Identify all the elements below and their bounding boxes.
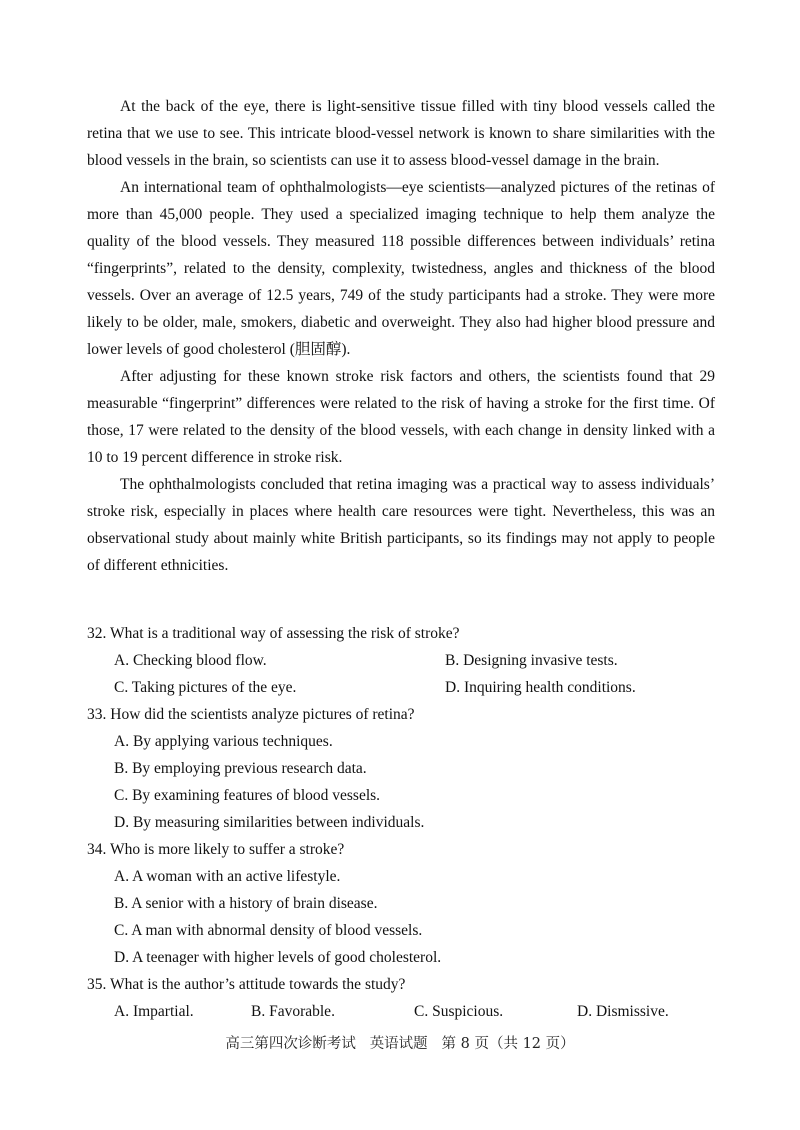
option-c: C. A man with abnormal density of blood vessels.: [114, 922, 423, 939]
passage-paragraph-2: An international team of ophthalmologists—eye scientists—analyzed pictures of the retinas of more than 45,000 people. They used a specialized imaging technique to help them analyze the quality of the blood vessels. They measured 118 possible differences between individuals’ retina “fingerprints”, related to the density, complexity, twistedness, angles and thickness of the blood vessels. Over an average of 12.5 years, 749 of the study participants had a stroke. They were more likely to be older, male, smokers, diabetic and overweight. They also had higher blood pressure and lower levels of good cholesterol (胆固醇).: [87, 179, 715, 358]
option-list: [87, 728, 715, 836]
option-a: A. Impartial.: [114, 1003, 194, 1020]
option-b: B. Favorable.: [251, 1003, 335, 1020]
question-stem: 34. Who is more likely to suffer a stroke?: [87, 841, 345, 858]
option-a: A. Checking blood flow.: [114, 652, 267, 669]
question-stem: 35. What is the author’s attitude towards the study?: [87, 976, 406, 993]
option-list: [87, 647, 715, 701]
page-footer: [0, 1033, 800, 1055]
question-33: [87, 701, 715, 836]
question-34: [87, 836, 715, 971]
option-d: D. By measuring similarities between individuals.: [114, 814, 425, 831]
option-d: D. Inquiring health conditions.: [445, 679, 636, 696]
option-c: C. Taking pictures of the eye.: [114, 679, 297, 696]
question-32: [87, 620, 715, 701]
passage-paragraph-4: The ophthalmologists concluded that retina imaging was a practical way to assess individuals’ stroke risk, especially in places where health care resources were tight. Nevertheless, this was an observational study about mainly white British participants, so its findings may not apply to people of different ethnicities.: [87, 476, 715, 574]
passage-paragraph-3: After adjusting for these known stroke risk factors and others, the scientists found that 29 measurable “fingerprint” differences were related to the risk of having a stroke for the first time. Of those, 17 were related to the density of the blood vessels, with each change in density linked with a 10 to 19 percent difference in stroke risk.: [87, 368, 715, 466]
option-a: A. By applying various techniques.: [114, 733, 333, 750]
question-stem: 33. How did the scientists analyze pictures of retina?: [87, 706, 415, 723]
reading-passage: [87, 93, 715, 579]
subject-name: 英语试题: [369, 1036, 428, 1052]
option-d: D. Dismissive.: [577, 1003, 669, 1020]
option-b: B. By employing previous research data.: [114, 760, 367, 777]
option-b: B. Designing invasive tests.: [445, 652, 618, 669]
question-35: [87, 971, 715, 1025]
option-c: C. Suspicious.: [414, 1003, 504, 1020]
passage-paragraph-1: At the back of the eye, there is light-sensitive tissue filled with tiny blood vessels called the retina that we use to see. This intricate blood-vessel network is known to share similarities with the blood vessels in the brain, so scientists can use it to assess blood-vessel damage in the brain.: [87, 98, 715, 169]
option-b: B. A senior with a history of brain disease.: [114, 895, 378, 912]
option-d: D. A teenager with higher levels of good cholesterol.: [114, 949, 442, 966]
option-a: A. A woman with an active lifestyle.: [114, 868, 341, 885]
exam-name: 高三第四次诊断考试: [225, 1036, 356, 1052]
option-list: [87, 863, 715, 971]
option-list: [87, 998, 715, 1025]
question-stem: 32. What is a traditional way of assessing the risk of stroke?: [87, 625, 460, 642]
page-number: 第 8 页（共 12 页）: [441, 1036, 575, 1052]
option-c: C. By examining features of blood vessels.: [114, 787, 381, 804]
question-list: [87, 620, 715, 1025]
